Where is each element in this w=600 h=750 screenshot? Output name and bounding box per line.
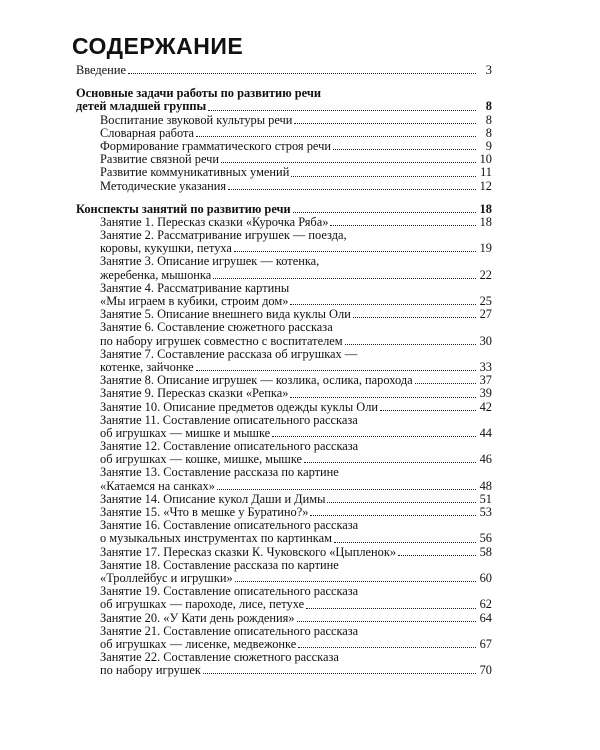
toc-entry-text: об игрушках — мишке и мышке xyxy=(100,425,271,440)
toc-entry[interactable] xyxy=(100,559,492,585)
toc-entry-text: Воспитание звуковой культуры речи xyxy=(100,112,293,127)
dot-leader xyxy=(221,161,476,163)
toc-entry[interactable] xyxy=(100,180,492,193)
toc-entry-text: Основные задачи работы по развитию речи xyxy=(76,86,321,101)
toc-entry[interactable] xyxy=(100,466,492,492)
toc-entry-text: по набору игрушек xyxy=(100,663,201,678)
toc-entry[interactable] xyxy=(76,64,492,77)
toc-entry-text: Занятие 17. Пересказ сказки К. Чуковского «Цыпленок» xyxy=(100,544,397,559)
toc-page-number: 12 xyxy=(479,178,492,193)
toc-entry-text: Занятие 16. Составление описательного рассказа xyxy=(100,518,359,533)
toc-entry-text: Занятие 12. Составление описательного рассказа xyxy=(100,439,359,454)
toc-entry-line xyxy=(76,203,492,216)
toc-entry-line xyxy=(100,401,492,414)
dot-leader xyxy=(128,72,476,74)
dot-leader xyxy=(380,409,476,411)
toc-entry-text: Занятие 20. «У Кати день рождения» xyxy=(100,610,295,625)
toc-entry-text: Формирование грамматического строя речи xyxy=(100,138,331,153)
dot-leader xyxy=(330,224,476,226)
toc-entry-line xyxy=(76,64,492,77)
dot-leader xyxy=(290,396,476,398)
toc-page-number: 19 xyxy=(479,241,492,256)
toc-page-number: 8 xyxy=(485,99,492,114)
dot-leader xyxy=(272,435,476,437)
toc-entry[interactable] xyxy=(100,519,492,545)
toc-entry-line xyxy=(76,100,492,113)
toc-entry-line xyxy=(100,387,492,400)
toc-entry[interactable] xyxy=(100,282,492,308)
dot-leader xyxy=(334,541,476,543)
toc-entry-text: «Троллейбус и игрушки» xyxy=(100,570,233,585)
toc-entry-text: Занятие 3. Описание игрушек — котенка, xyxy=(100,254,320,269)
toc-entry-text: о музыкальных инструментах по картинкам xyxy=(100,531,332,546)
toc-entry-line xyxy=(100,114,492,127)
toc-entry[interactable] xyxy=(100,414,492,440)
toc-page-number: 42 xyxy=(479,399,492,414)
dot-leader xyxy=(345,343,476,345)
toc-entry-text: по набору игрушек совместно с воспитателем xyxy=(100,333,343,348)
toc-entry-line xyxy=(100,546,492,559)
toc-entry-text: Занятие 15. «Что в мешке у Буратино?» xyxy=(100,505,309,519)
toc-entry-line xyxy=(100,166,492,179)
toc-entry[interactable] xyxy=(100,440,492,466)
toc-entry-line xyxy=(100,664,492,677)
toc-page-number: 10 xyxy=(479,152,492,167)
toc-page-number: 27 xyxy=(479,307,492,322)
toc-entry-line xyxy=(100,466,492,479)
toc-entry[interactable] xyxy=(76,87,492,113)
toc-page-number: 3 xyxy=(485,63,492,77)
toc-entry-text: Занятие 6. Составление сюжетного рассказа xyxy=(100,320,333,335)
toc-entry-line xyxy=(100,269,492,282)
toc-entry-text: Занятие 19. Составление описательного рассказа xyxy=(100,584,359,599)
toc-page-number: 33 xyxy=(479,359,492,374)
dot-leader xyxy=(208,109,476,111)
toc-entry-text: Занятие 4. Рассматривание картины xyxy=(100,280,290,295)
toc-entry-text: Занятие 11. Составление описательного рассказа xyxy=(100,412,358,427)
toc-page-number: 67 xyxy=(479,636,492,651)
toc-entry-line xyxy=(100,348,492,361)
dot-leader xyxy=(333,148,476,150)
toc-page-number: 48 xyxy=(479,478,492,493)
toc-entry-line xyxy=(100,414,492,427)
toc-entry-line xyxy=(100,335,492,348)
toc-page-number: 11 xyxy=(480,165,492,180)
toc-entry-line xyxy=(100,625,492,638)
toc-entry[interactable] xyxy=(100,166,492,179)
dot-leader xyxy=(196,135,476,137)
toc-entry[interactable] xyxy=(100,546,492,559)
toc-entry-text: Развитие коммуникативных умений xyxy=(100,165,290,180)
dot-leader xyxy=(234,250,476,252)
toc-entry-text: об игрушках — пароходе, лисе, петухе xyxy=(100,597,305,612)
toc-entry-text: Методические указания xyxy=(100,178,227,193)
dot-leader xyxy=(297,620,476,622)
toc-entry-text: Конспекты занятий по развитию речи xyxy=(76,201,291,216)
toc-page-number: 18 xyxy=(479,214,492,229)
toc-entry-text: Занятие 1. Пересказ сказки «Курочка Ряба» xyxy=(100,214,329,229)
toc-page-number: 30 xyxy=(479,333,492,348)
toc-entry-line xyxy=(100,127,492,140)
toc-entry-text: об игрушках — кошке, мишке, мышке xyxy=(100,452,303,467)
toc-entry-text: Занятие 14. Описание кукол Даши и Димы xyxy=(100,491,326,506)
dot-leader xyxy=(203,672,476,674)
toc-entry-text: Занятие 13. Составление рассказа по картине xyxy=(100,465,339,480)
dot-leader xyxy=(196,369,476,371)
toc-page-number: 9 xyxy=(485,138,492,153)
toc-page-number: 18 xyxy=(479,201,492,216)
toc-entry[interactable] xyxy=(100,114,492,127)
dot-leader xyxy=(217,488,476,490)
toc-page-number: 22 xyxy=(479,267,492,282)
toc-page-number: 8 xyxy=(485,112,492,127)
toc-entry-text: Занятие 22. Составление сюжетного рассказа xyxy=(100,650,339,665)
toc-page-number: 58 xyxy=(479,544,492,559)
toc-page-number: 44 xyxy=(479,425,492,440)
toc-entry[interactable] xyxy=(100,401,492,414)
dot-leader xyxy=(294,122,476,124)
toc-page-number: 62 xyxy=(479,597,492,612)
toc-entry-line xyxy=(100,180,492,193)
toc-entry[interactable] xyxy=(100,229,492,255)
dot-leader xyxy=(290,303,476,305)
toc-entry-text: жеребенка, мышонка xyxy=(100,267,212,282)
toc-entry[interactable] xyxy=(100,127,492,140)
dot-leader xyxy=(398,554,476,556)
toc-entry[interactable] xyxy=(100,612,492,625)
toc-entry-text: детей младшей группы xyxy=(76,99,207,114)
toc-entry-text: Занятие 10. Описание предметов одежды куклы Оли xyxy=(100,399,379,414)
toc-page-number: 39 xyxy=(479,386,492,401)
toc-page-number: 37 xyxy=(479,373,492,388)
page-title: СОДЕРЖАНИЕ xyxy=(72,33,244,59)
toc-entry[interactable] xyxy=(100,585,492,611)
toc-entry-line xyxy=(100,532,492,545)
toc-entry-text: Развитие связной речи xyxy=(100,152,219,167)
toc-entry[interactable] xyxy=(100,387,492,400)
dot-leader xyxy=(415,382,476,384)
dot-leader xyxy=(213,277,476,279)
toc-entry-line xyxy=(100,255,492,268)
toc-entry-text: Введение xyxy=(76,63,126,77)
dot-leader xyxy=(304,461,476,463)
dot-leader xyxy=(228,188,476,190)
toc-entry-text: «Мы играем в кубики, строим дом» xyxy=(100,294,289,308)
toc-entry-text: Словарная работа xyxy=(100,125,195,140)
toc-entry-text: «Катаемся на санках» xyxy=(100,478,215,493)
toc-page-number: 51 xyxy=(479,491,492,506)
dot-leader xyxy=(306,607,476,609)
toc-entry[interactable] xyxy=(100,625,492,651)
toc-entry-text: об игрушках — лисенке, медвежонке xyxy=(100,636,297,651)
dot-leader xyxy=(327,501,476,503)
toc-entry-line xyxy=(100,559,492,572)
toc-entry-text: Занятие 7. Составление рассказа об игрушках — xyxy=(100,346,358,361)
toc-entry[interactable] xyxy=(76,203,492,216)
dot-leader xyxy=(310,514,476,516)
toc-entry[interactable] xyxy=(100,348,492,374)
toc-entry-text: коровы, кукушки, петуха xyxy=(100,241,232,256)
dot-leader xyxy=(235,580,476,582)
toc-entry-text: Занятие 2. Рассматривание игрушек — поезда, xyxy=(100,228,347,243)
toc-page-number: 64 xyxy=(479,610,492,625)
toc-page-number: 56 xyxy=(479,531,492,546)
toc-page-number: 70 xyxy=(479,663,492,678)
toc-page-number: 25 xyxy=(479,294,492,308)
dot-leader xyxy=(291,175,476,177)
toc-entry-line xyxy=(100,612,492,625)
toc-entry-text: котенке, зайчонке xyxy=(100,359,194,374)
toc-entry[interactable] xyxy=(100,255,492,281)
toc-page-number: 8 xyxy=(485,125,492,140)
toc-entry-text: Занятие 5. Описание внешнего вида куклы Оли xyxy=(100,307,351,322)
toc-entry-line xyxy=(100,598,492,611)
dot-leader xyxy=(293,211,476,213)
toc-entry-text: Занятие 21. Составление описательного рассказа xyxy=(100,623,359,638)
toc-page-number: 53 xyxy=(479,505,492,519)
toc-entry-text: Занятие 9. Пересказ сказки «Репка» xyxy=(100,386,289,401)
toc-page-number: 46 xyxy=(479,452,492,467)
toc-entry[interactable] xyxy=(100,321,492,347)
toc-entry[interactable] xyxy=(100,651,492,677)
table-of-contents xyxy=(76,64,492,677)
toc-entry-line xyxy=(100,480,492,493)
toc-entry-text: Занятие 18. Составление рассказа по картине xyxy=(100,557,339,572)
toc-entry-text: Занятие 8. Описание игрушек — козлика, ослика, парохода xyxy=(100,373,413,388)
toc-entry-line xyxy=(100,321,492,334)
dot-leader xyxy=(298,646,476,648)
toc-page-number: 60 xyxy=(479,570,492,585)
dot-leader xyxy=(353,316,476,318)
